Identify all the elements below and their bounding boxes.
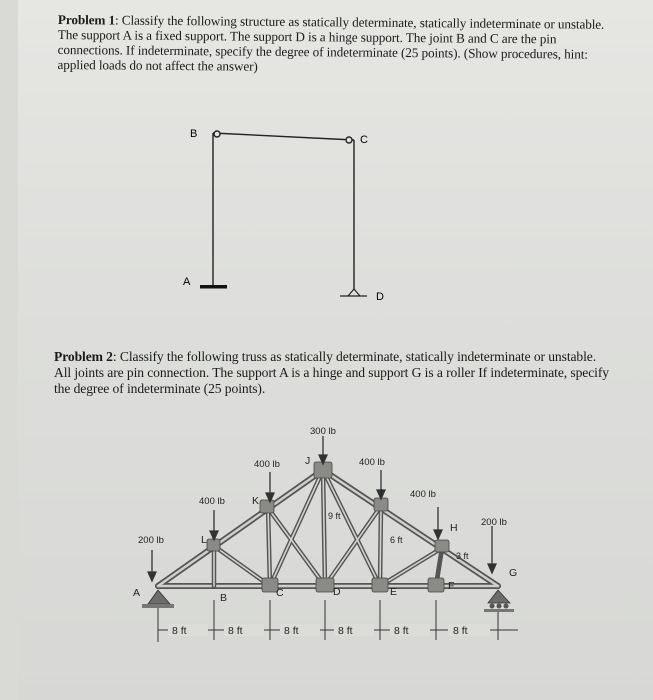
- load-400lb-k: 400 lb: [254, 459, 280, 470]
- load-300lb-j: 300 lb: [310, 426, 336, 437]
- load-400lb-h: 400 lb: [410, 489, 436, 500]
- span-1: 8 ft: [172, 625, 187, 637]
- dim-9ft: 9 ft: [328, 511, 341, 521]
- joint-a: A: [133, 587, 141, 599]
- joint-j: J: [305, 455, 311, 467]
- span-3: 8 ft: [284, 625, 299, 637]
- label-a: A: [183, 276, 191, 288]
- roller-support-g: [484, 590, 514, 612]
- truss-diagram: [18, 0, 653, 700]
- span-4: 8 ft: [338, 625, 353, 637]
- document-page: [18, 0, 653, 700]
- load-200lb-left: 200 lb: [138, 535, 164, 546]
- load-400lb-l: 400 lb: [199, 496, 225, 507]
- joint-h: H: [450, 522, 458, 534]
- problem2-heading: Problem 2: [54, 349, 113, 364]
- label-d: D: [376, 291, 384, 303]
- label-b: B: [190, 128, 198, 140]
- joint-d: D: [333, 586, 341, 598]
- problem1-text: : Classify the following structure as statically determinate, statically indeterminate or unstable. The support A is a fixed support. The support D is a hinge support. The joint B and C are the pin connections. If indeterminate, specify the degree of indeterminate (25 points). (Show procedures, hint: applied loads do not affect the answer): [57, 12, 605, 74]
- joint-g: G: [509, 567, 518, 579]
- label-c: C: [360, 134, 368, 146]
- hinge-support-a: [142, 590, 174, 608]
- span-6: 8 ft: [453, 625, 468, 637]
- joint-f: F: [448, 580, 455, 592]
- load-400lb-i: 400 lb: [359, 457, 385, 468]
- span-5: 8 ft: [394, 625, 409, 637]
- problem2-text: : Classify the following truss as statically determinate, statically indeterminate or unstable. All joints are pin connection. The support A is a hinge and support G is a roller If indeterminate, specify the degree of indeterminate (25 points).: [54, 349, 609, 396]
- dim-3ft: 3 ft: [456, 551, 469, 561]
- joint-l: L: [201, 534, 207, 546]
- dim-6ft: 6 ft: [390, 535, 403, 545]
- span-2: 8 ft: [228, 625, 243, 637]
- joint-k: K: [252, 495, 260, 507]
- joint-i: I: [380, 487, 383, 499]
- joint-c: C: [276, 587, 284, 599]
- load-200lb-right: 200 lb: [481, 517, 507, 528]
- problem1-heading: Problem 1: [57, 12, 116, 28]
- joint-e: E: [390, 586, 398, 598]
- truss-members: [158, 470, 498, 586]
- joint-b: B: [220, 592, 228, 604]
